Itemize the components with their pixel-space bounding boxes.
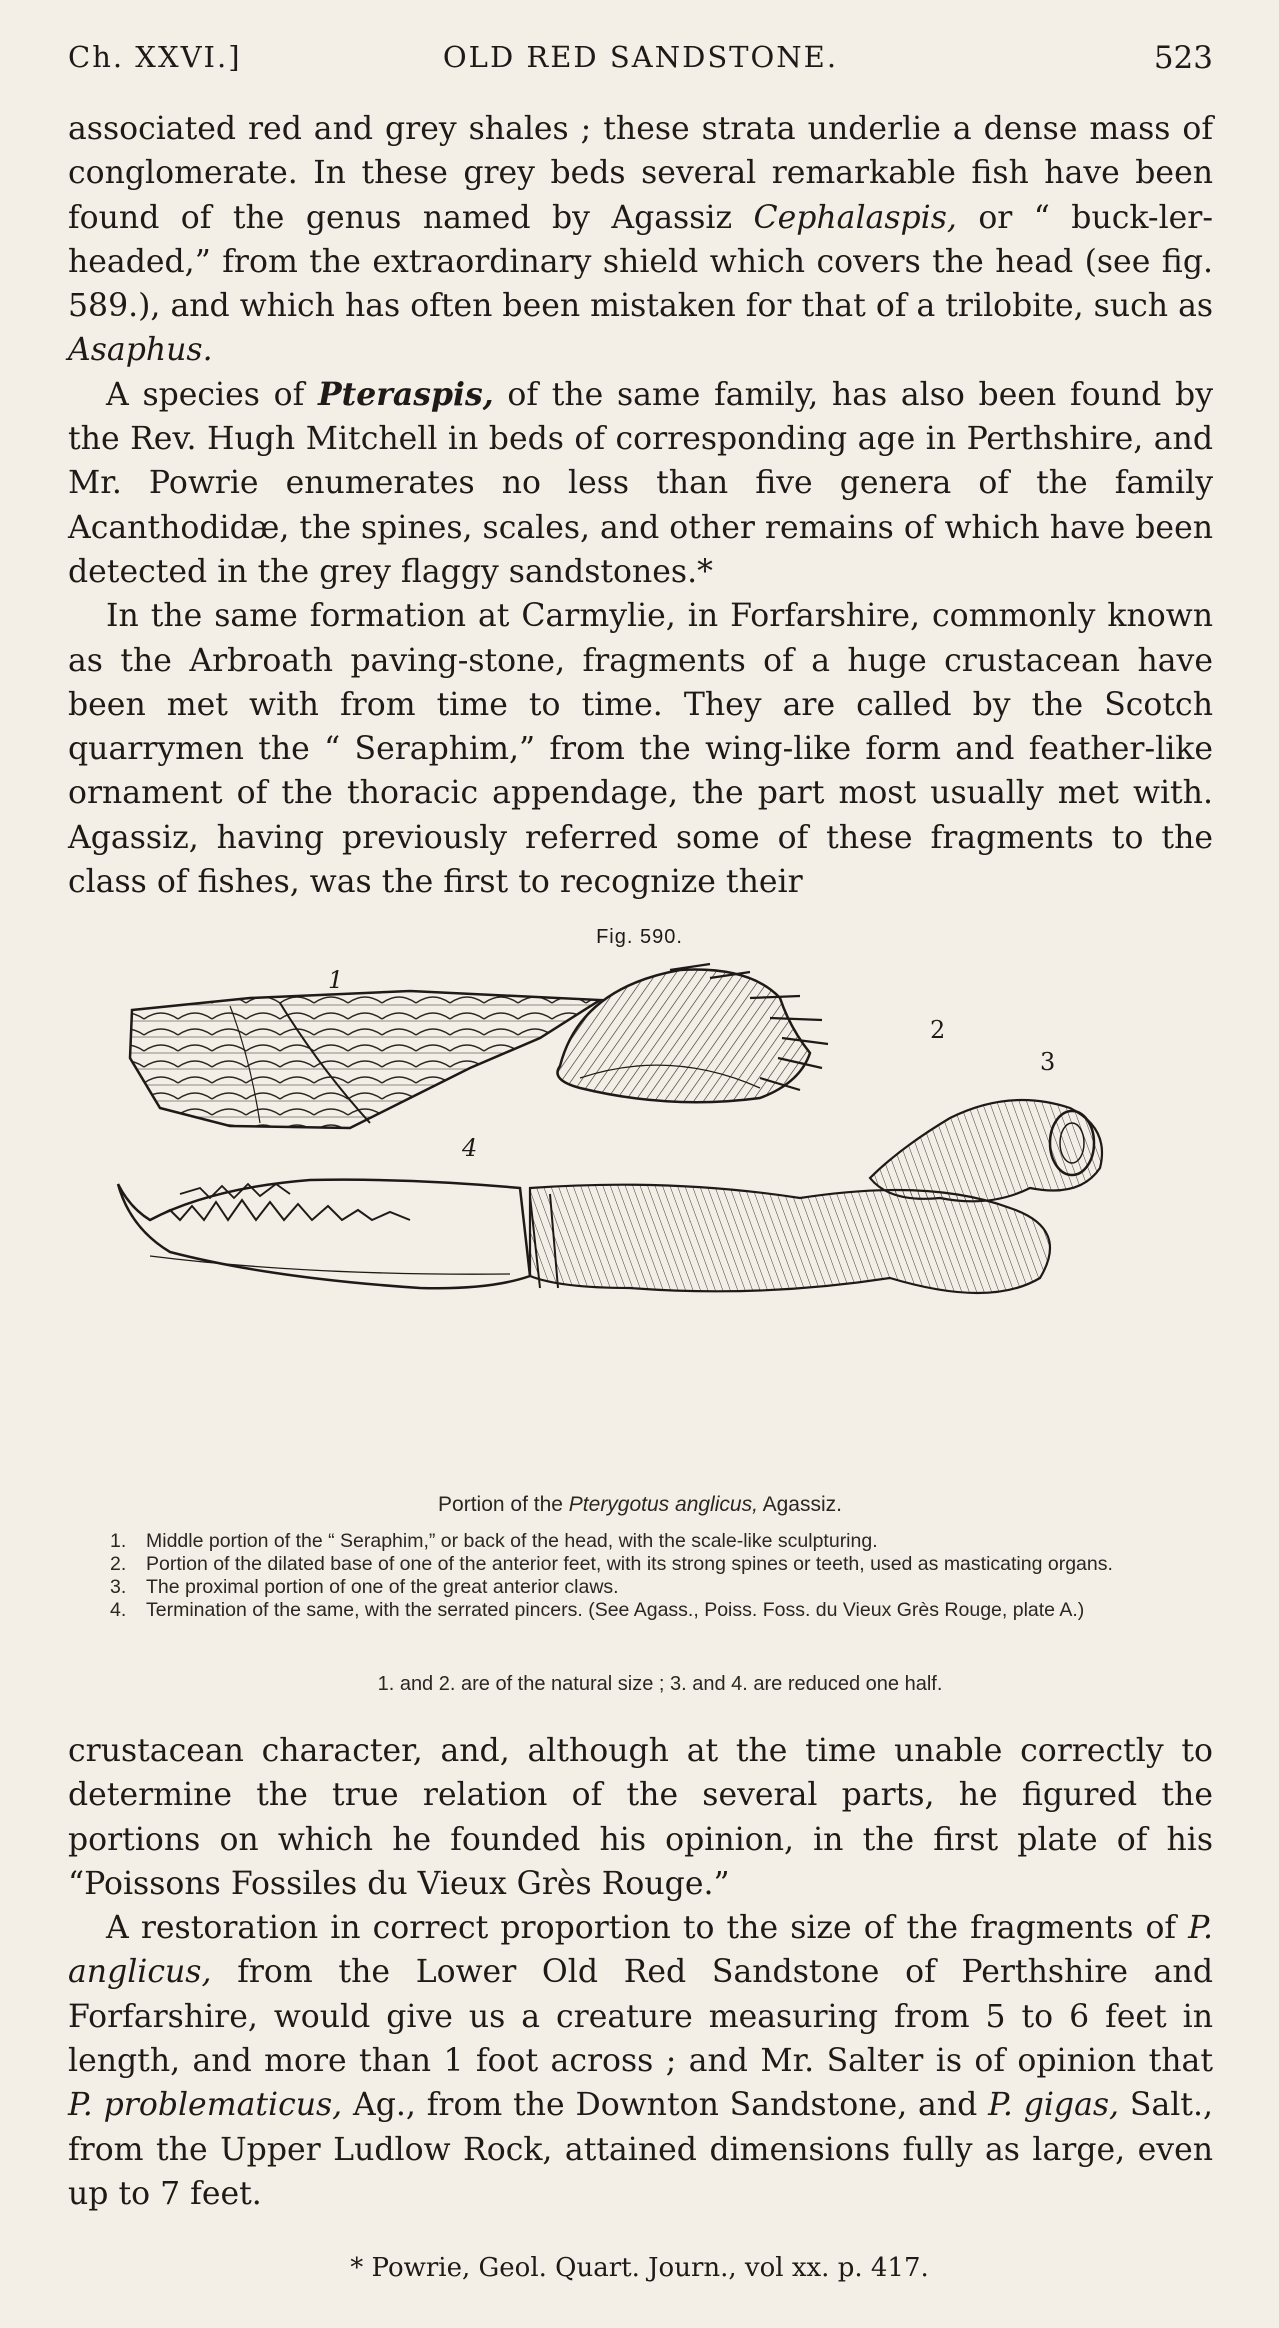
body-text-bottom [68, 1729, 1213, 2216]
paragraph: A restoration in correct proportion to the size of the fragments of P. anglicus, from the Lower Old Red Sandstone of Perthshire and Forfarshire, would give us a creature measuring from 5 to 6 feet in length, and more than 1 foot across ; and Mr. Salter is of opinion that P. problematicus, Ag., from the Downton Sandstone, and P. gigas, Salt., from the Upper Ludlow Rock, attained dimensions fully as large, even up to 7 feet. [68, 1910, 1213, 2212]
pterygotus-engraving [110, 958, 1170, 1478]
page-number: 523 [1153, 40, 1213, 76]
caption-item: 4. Termination of the same, with the serrated pincers. (See Agass., Poiss. Foss. du Vieux Grès Rouge, plate A.) [110, 1599, 1085, 1621]
body-text-top [68, 107, 1213, 904]
chapter-label: Ch. XXVI.] [68, 40, 242, 74]
footnote: * Powrie, Geol. Quart. Journ., vol xx. p. 417. [350, 2253, 929, 2283]
figure-number-3: 3 [1040, 1048, 1056, 1076]
figure-number-2: 2 [930, 1016, 946, 1044]
paragraph: associated red and grey shales ; these strata underlie a dense mass of conglomerate. In these grey beds several remarkable fish have been found of the genus named by Agassiz Cephalaspis, or “ buck-ler-headed,” from the extraordinary shield which covers the head (see fig. 589.), and which has often been mistaken for that of a trilobite, such as Asaphus. [68, 111, 1214, 369]
figure-caption-title: Portion of the Pterygotus anglicus, Agassiz. [438, 1493, 842, 1516]
paragraph: A species of Pteraspis, of the same family, has also been found by the Rev. Hugh Mitchell in beds of corresponding age in Perthshire, and Mr. Powrie enumerates no less than five genera of the family Acanthodidæ, the spines, scales, and other remains of which have been detected in the grey flaggy sandstones.* [68, 375, 1214, 590]
fragment-2-foot-base [558, 964, 829, 1102]
paragraph: In the same formation at Carmylie, in Forfarshire, commonly known as the Arbroath paving-stone, fragments of a huge crustacean have been met with from time to time. They are called by the Scotch quarrymen the “ Seraphim,” from the wing-like form and feather-like ornament of the thoracic appendage, the part most usually met with. Agassiz, having previously referred some of these fragments to the class of fishes, was the first to recognize their [68, 598, 1213, 901]
figure-label: Fig. 590. [596, 926, 683, 948]
caption-item: 2. Portion of the dilated base of one of the anterior feet, with its strong spines or teeth, used as masticating organs. [110, 1553, 1113, 1575]
figure-size-note: 1. and 2. are of the natural size ; 3. and 4. are reduced one half. [377, 1673, 943, 1695]
figure-caption-list [110, 1530, 1170, 1622]
running-header [68, 40, 1213, 80]
caption-item: 3. The proximal portion of one of the great anterior claws. [110, 1576, 619, 1598]
figure-number-1: 1 [328, 966, 344, 994]
fragment-3-claw-proximal [870, 1100, 1102, 1201]
fragment-1-seraphim [130, 991, 600, 1128]
paragraph: crustacean character, and, although at the time unable correctly to determine the true relation of the several parts, he figured the portions on which he founded his opinion, in the first plate of his “Poissons Fossiles du Vieux Grès Rouge.” [68, 1733, 1213, 1902]
running-title: OLD RED SANDSTONE. [442, 40, 839, 74]
figure-number-4: 4 [462, 1134, 478, 1162]
fragment-4-pincers [118, 1180, 1050, 1293]
caption-item: 1. Middle portion of the “ Seraphim,” or back of the head, with the scale-like sculpturing. [110, 1530, 878, 1552]
